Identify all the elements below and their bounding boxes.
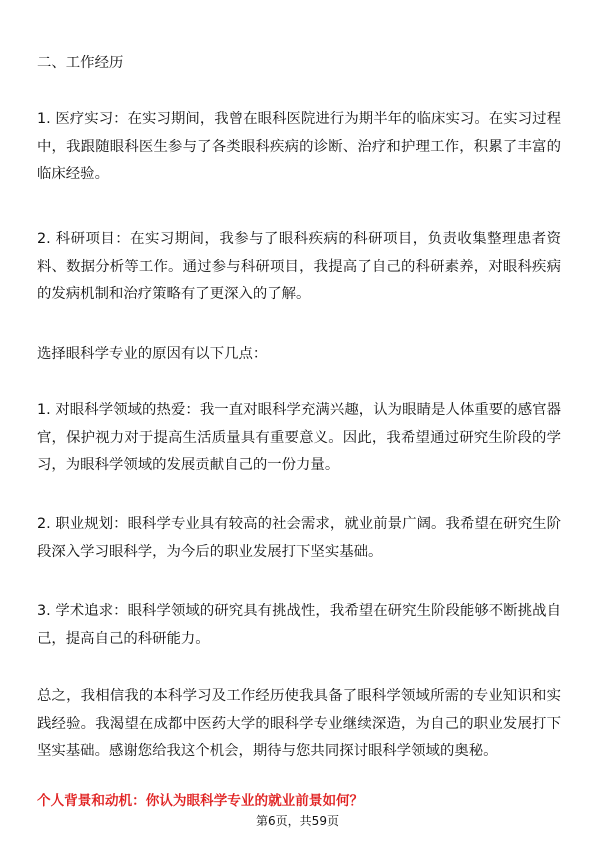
paragraph-reasons-intro: 选择眼科学专业的原因有以下几点：: [37, 346, 268, 362]
section-heading: 二、工作经历: [37, 55, 124, 71]
page-number-footer: 第6页，共59页: [256, 814, 339, 828]
interview-question: 个人背景和动机：你认为眼科学专业的就业前景如何？: [37, 793, 364, 809]
paragraph-medical-internship: 1. 医疗实习：在实习期间，我曾在眼科医院进行为期半年的临床实习。在实习过程中，我跟随眼科医生参与了各类眼科疾病的诊断、治疗和护理工作，积累了丰富的临床经验。: [37, 111, 561, 182]
paragraph-reason-passion: 1. 对眼科学领域的热爱：我一直对眼科学充满兴趣，认为眼睛是人体重要的感官器官，保护视力对于提高生活质量具有重要意义。因此，我希望通过研究生阶段的学习，为眼科学领域的发展贡献自己的一份力量。: [37, 402, 561, 473]
paragraph-research-project: 2. 科研项目：在实习期间，我参与了眼科疾病的科研项目，负责收集整理患者资料、数据分析等工作。通过参与科研项目，我提高了自己的科研素养，对眼科疾病的发病机制和治疗策略有了更深入的了解。: [37, 231, 561, 302]
paragraph-conclusion: 总之，我相信我的本科学习及工作经历使我具备了眼科学领域所需的专业知识和实践经验。我渴望在成都中医药大学的眼科学专业继续深造，为自己的职业发展打下坚实基础。感谢您给我这个机会，期待与您共同探讨眼科学领域的奥秘。: [37, 688, 561, 759]
paragraph-reason-career: 2. 职业规划：眼科学专业具有较高的社会需求，就业前景广阔。我希望在研究生阶段深入学习眼科学，为今后的职业发展打下坚实基础。: [37, 516, 561, 560]
paragraph-reason-academic: 3. 学术追求：眼科学领域的研究具有挑战性，我希望在研究生阶段能够不断挑战自己，提高自己的科研能力。: [37, 603, 561, 647]
